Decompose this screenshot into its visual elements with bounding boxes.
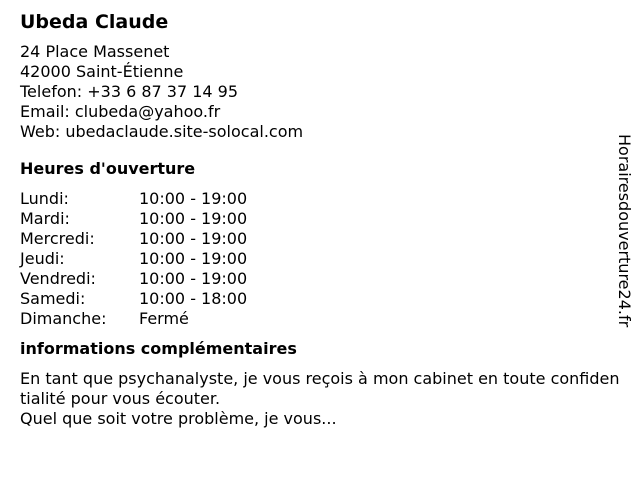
hours-time: 10:00 - 19:00	[139, 209, 248, 228]
hours-day: Vendredi:	[20, 269, 96, 288]
address-city: 42000 Saint-Étienne	[20, 62, 184, 81]
hours-time: 10:00 - 19:00	[139, 269, 248, 288]
hours-time: 10:00 - 19:00	[139, 189, 248, 208]
hours-time: Fermé	[139, 309, 189, 328]
info-text-line: En tant que psychanalyste, je vous reçois à mon cabinet en toute confidentialité pour vous écouter.	[20, 369, 620, 408]
hours-time: 10:00 - 18:00	[139, 289, 248, 308]
info-title: informations complémentaires	[20, 339, 297, 358]
hours-row	[20, 189, 247, 209]
hours-row	[20, 249, 247, 269]
hours-row	[20, 289, 247, 309]
hours-day: Lundi:	[20, 189, 69, 208]
hours-row	[20, 209, 247, 229]
info-text	[20, 369, 625, 429]
web-line[interactable]: Web: ubedaclaude.site-solocal.com	[20, 122, 304, 141]
hours-day: Mardi:	[20, 209, 70, 228]
hours-time: 10:00 - 19:00	[139, 249, 248, 268]
site-watermark: Horairesdouverture24.fr	[615, 134, 634, 328]
hours-row	[20, 309, 247, 329]
hours-row	[20, 269, 247, 289]
hours-time: 10:00 - 19:00	[139, 229, 248, 248]
hours-day: Samedi:	[20, 289, 86, 308]
business-card	[20, 10, 620, 429]
hours-day: Jeudi:	[20, 249, 65, 268]
info-text-line: Quel que soit votre problème, je vous...	[20, 409, 337, 428]
hours-day: Dimanche:	[20, 309, 107, 328]
phone-line[interactable]: Telefon: +33 6 87 37 14 95	[20, 82, 239, 101]
email-line[interactable]: Email: clubeda@yahoo.fr	[20, 102, 221, 121]
address-street: 24 Place Massenet	[20, 42, 170, 61]
hours-table	[20, 189, 247, 329]
hours-row	[20, 229, 247, 249]
hours-title: Heures d'ouverture	[20, 159, 196, 178]
business-name: Ubeda Claude	[20, 11, 169, 33]
hours-day: Mercredi:	[20, 229, 95, 248]
